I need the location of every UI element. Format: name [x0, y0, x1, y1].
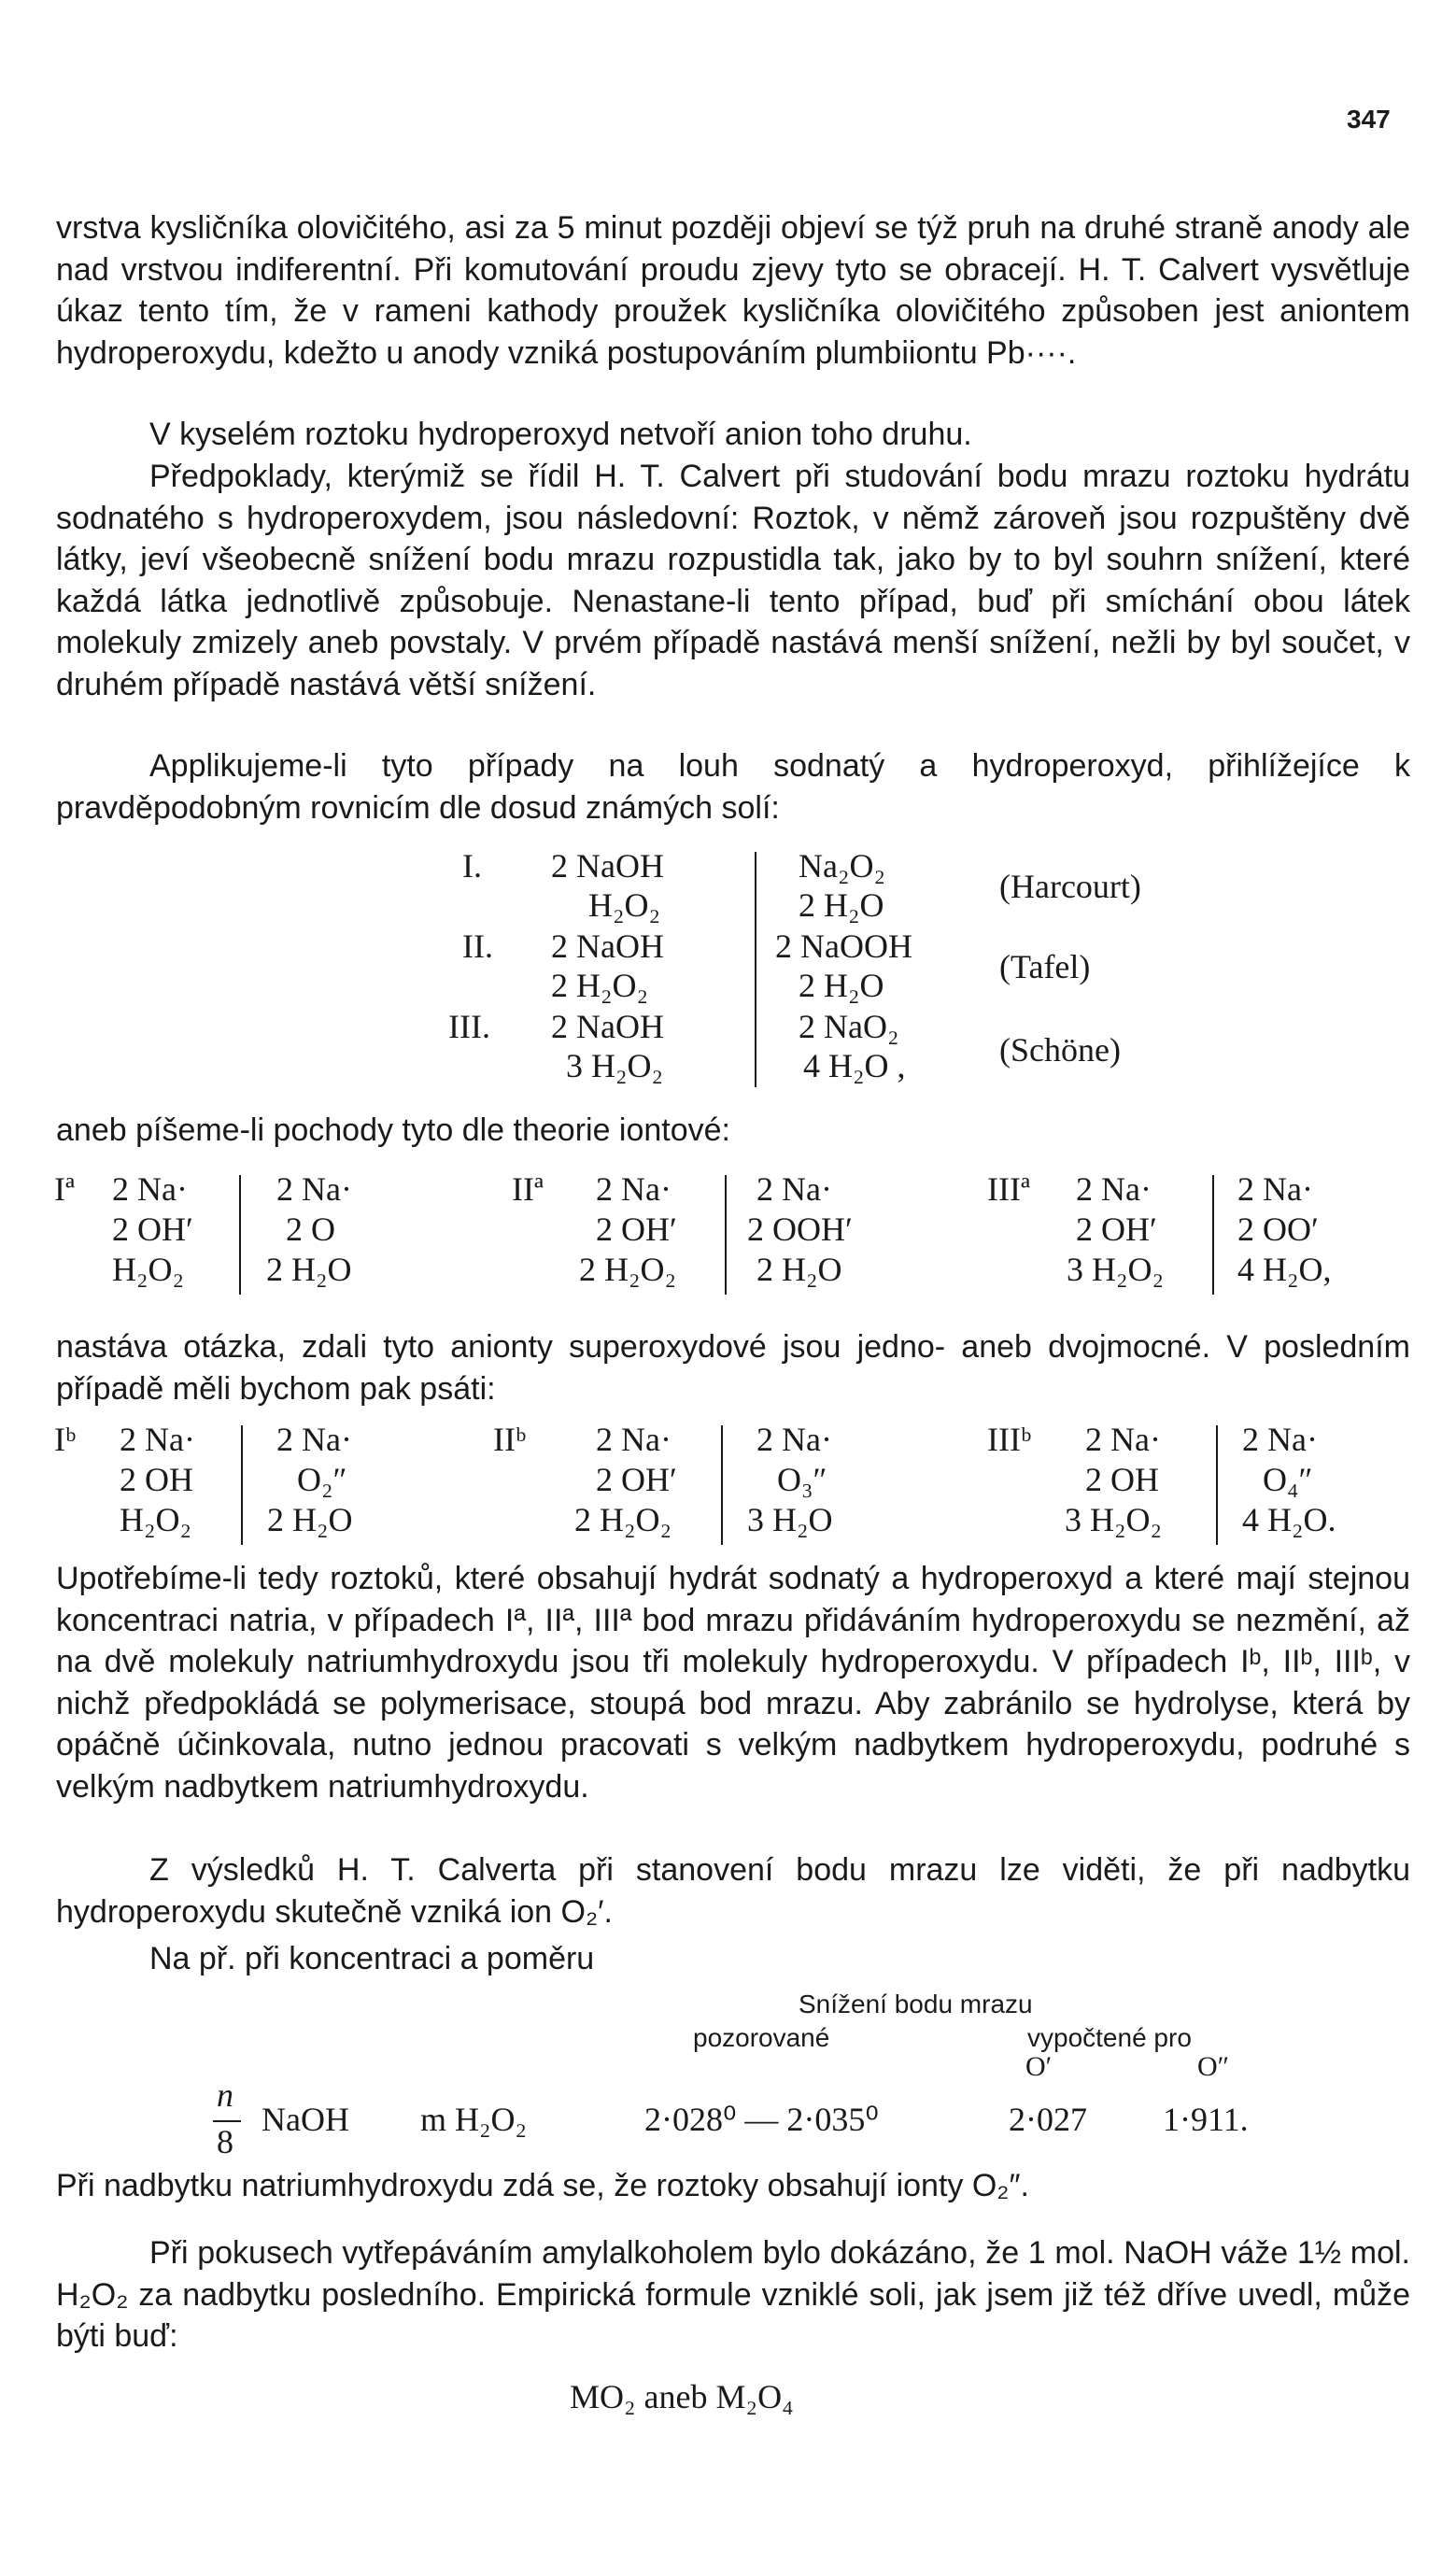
table-calc-value-1: 2·027: [1009, 2101, 1087, 2138]
ionic-left: H₂O₂: [112, 1251, 185, 1288]
ionic-left: 2 Na·: [1085, 1421, 1161, 1458]
eq-right-1: 2 NaOOH: [775, 928, 912, 965]
fraction-numerator: n: [217, 2076, 233, 2114]
ionic-right: 4 H₂O.: [1242, 1501, 1336, 1538]
eq-left-2: H₂O₂: [588, 886, 661, 924]
paragraph-9: Na př. při koncentraci a poměru: [149, 1941, 595, 1976]
ionic-label: Iª: [54, 1170, 75, 1208]
final-formula: MO₂ aneb M₂O₄: [570, 2378, 794, 2415]
ionic-right: 4 H₂O,: [1237, 1251, 1332, 1288]
eq-right-2: 2 H₂O: [799, 967, 884, 1004]
paragraph-4: Applikujeme-li tyto případy na louh sodnatý a hydroperoxyd, přihlížejíce k pravděpodobným rovnicím dle dosud známých solí:: [56, 748, 1410, 826]
table-calc-value-2: 1·911.: [1163, 2101, 1249, 2138]
ionic-left: 2 H₂O₂: [574, 1501, 672, 1538]
ionic-left: 2 OH′: [596, 1211, 677, 1248]
ionic-left: 3 H₂O₂: [1067, 1251, 1165, 1288]
ionic-divider: [725, 1175, 727, 1295]
ionic-left: 3 H₂O₂: [1065, 1501, 1163, 1538]
ionic-divider: [1216, 1425, 1218, 1545]
ionic-right: 2 OOH′: [747, 1211, 853, 1248]
table-header-observed: pozorované: [693, 2023, 830, 2052]
eq-author: (Harcourt): [999, 868, 1141, 905]
table-col-o1: O′: [1025, 2051, 1053, 2082]
ionic-left: 2 Na·: [596, 1421, 671, 1458]
ionic-left: 2 OH: [1085, 1461, 1159, 1498]
ionic-right: 2 Na·: [1242, 1421, 1318, 1458]
eq-right-1: 2 NaO₂: [799, 1008, 899, 1045]
ionic-label: IIIª: [987, 1170, 1030, 1208]
paragraph-1: vrstva kysličníka olovičitého, asi za 5 minut později objeví se týž pruh na druhé straně anody ale nad vrstvou indiferentní. Při komutování proudu zjevy tyto se obracejí. H. T. Calvert vysvětluje úkaz tento tím, že v rameni kathody proužek kysličníka olovičitého způsoben jest aniontem hydroperoxydu, kdežto u anody vzniká postupováním plumbiiontu Pb····.: [56, 210, 1410, 371]
ionic-left: 2 Na·: [596, 1170, 671, 1208]
ionic-right: 3 H₂O: [747, 1501, 833, 1538]
ionic-right: 2 Na·: [276, 1170, 352, 1208]
ionic-label: IIª: [512, 1170, 544, 1208]
eq-num: II.: [462, 928, 493, 965]
ionic-left: 2 H₂O₂: [579, 1251, 677, 1288]
ionic-left: 2 Na·: [120, 1421, 195, 1458]
ionic-left: 2 OH′: [1076, 1211, 1157, 1248]
table-header-calculated: vypočtené pro: [1027, 2023, 1192, 2052]
ionic-left: H₂O₂: [120, 1501, 192, 1538]
eq-right-2: 2 H₂O: [799, 886, 884, 924]
eq-left-1: 2 NaOH: [551, 928, 664, 965]
ionic-right: O₃″: [777, 1461, 827, 1498]
ionic-right: O₂″: [297, 1461, 347, 1498]
paragraph-10: Při nadbytku natriumhydroxydu zdá se, že roztoky obsahují ionty O₂″.: [56, 2168, 1029, 2203]
ionic-left: 2 OH′: [596, 1461, 677, 1498]
ionic-right: 2 H₂O: [266, 1251, 352, 1288]
ionic-left: 2 OH′: [112, 1211, 193, 1248]
eq-author: (Tafel): [999, 948, 1091, 985]
paragraph-6: nastáva otázka, zdali tyto anionty superoxydové jsou jedno- aneb dvojmocné. V posledním případě měli bychom pak psáti:: [56, 1329, 1410, 1407]
ionic-label: Iᵇ: [54, 1421, 77, 1458]
table-col-o2: O″: [1197, 2051, 1230, 2082]
ionic-right: O₄″: [1263, 1461, 1313, 1498]
eq-left-2: 2 H₂O₂: [551, 967, 649, 1004]
paragraph-3: Předpoklady, kterýmiž se řídil H. T. Calvert při studování bodu mrazu roztoku hydrátu sodnatého s hydroperoxydem, jsou následovní: Roztok, v němž zároveň jsou rozpuštěny dvě látky, jeví všeobecně snížení bodu mrazu rozpustidla tak, jako by to byl souhrn snížení, které každá látka jednotlivě způsobuje. Nenastane-li tento případ, buď při smíchání obou látek molekuly zmizely aneb povstaly. V prvém případě nastává menší snížení, nežli by byl součet, v druhém případě nastává větší snížení.: [56, 459, 1410, 702]
table-header-main: Snížení bodu mrazu: [799, 1990, 1033, 2018]
ionic-label: IIᵇ: [493, 1421, 527, 1458]
eq-right-2: 4 H₂O ,: [803, 1047, 906, 1084]
ionic-right: 2 H₂O: [267, 1501, 353, 1538]
eq-left-1: 2 NaOH: [551, 847, 664, 885]
page-number: 347: [1347, 105, 1391, 134]
equation-divider: [755, 852, 756, 1087]
eq-left-1: 2 NaOH: [551, 1008, 664, 1045]
ionic-left: 2 OH: [120, 1461, 193, 1498]
eq-author: (Schöne): [999, 1031, 1121, 1069]
table-mh2o2: m H₂O₂: [420, 2101, 528, 2138]
ionic-right: 2 OO′: [1237, 1211, 1319, 1248]
ionic-right: 2 Na·: [276, 1421, 352, 1458]
ionic-right: 2 Na·: [756, 1170, 832, 1208]
ionic-right: 2 H₂O: [756, 1251, 842, 1288]
eq-num: I.: [462, 847, 482, 885]
ionic-label: IIIᵇ: [987, 1421, 1032, 1458]
paragraph-5: aneb píšeme-li pochody tyto dle theorie iontové:: [56, 1112, 731, 1148]
fraction-denominator: 8: [217, 2123, 233, 2160]
paragraph-11: Při pokusech vytřepáváním amylalkoholem bylo dokázáno, že 1 mol. NaOH váže 1½ mol. H₂O₂ za nadbytku posledního. Empirická formule vzniklé soli, jak jsem již též dříve uvedl, může býti buď:: [56, 2235, 1410, 2354]
paragraph-7: Upotřebíme-li tedy roztoků, které obsahují hydrát sodnatý a hydroperoxyd a které mají stejnou koncentraci natria, v případech Iª, IIª, IIIª bod mrazu přidáváním hydroperoxydu se nezmění, až na dvě molekuly natriumhydroxydu jsou tři molekuly hydroperoxydu. V případech Iᵇ, IIᵇ, IIIᵇ, v nichž předpokládá se polymerisace, stoupá bod mrazu. Aby zabránilo se hydrolyse, která by opáčně účinkovala, nutno jednou pracovati s velkým nadbytkem hydroperoxydu, podruhé s velkým nadbytkem natriumhydroxydu.: [56, 1561, 1410, 1805]
ionic-divider: [239, 1175, 241, 1295]
eq-left-2: 3 H₂O₂: [566, 1047, 664, 1084]
table-naoh: NaOH: [262, 2101, 349, 2138]
ionic-right: 2 Na·: [756, 1421, 832, 1458]
ionic-divider: [241, 1425, 243, 1545]
paragraph-8: Z výsledků H. T. Calverta při stanovení bodu mrazu lze viděti, že při nadbytku hydroperoxydu skutečně vzniká ion O₂′.: [56, 1852, 1410, 1930]
ionic-divider: [721, 1425, 723, 1545]
ionic-right: 2 O: [286, 1211, 335, 1248]
ionic-divider: [1212, 1175, 1214, 1295]
ionic-left: 2 Na·: [1076, 1170, 1152, 1208]
eq-right-1: Na₂O₂: [799, 847, 886, 885]
ionic-left: 2 Na·: [112, 1170, 188, 1208]
table-observed-value: 2·028⁰ — 2·035⁰: [644, 2101, 879, 2138]
paragraph-2: V kyselém roztoku hydroperoxyd netvoří anion toho druhu.: [149, 417, 972, 452]
ionic-right: 2 Na·: [1237, 1170, 1313, 1208]
eq-num: III.: [448, 1008, 490, 1045]
